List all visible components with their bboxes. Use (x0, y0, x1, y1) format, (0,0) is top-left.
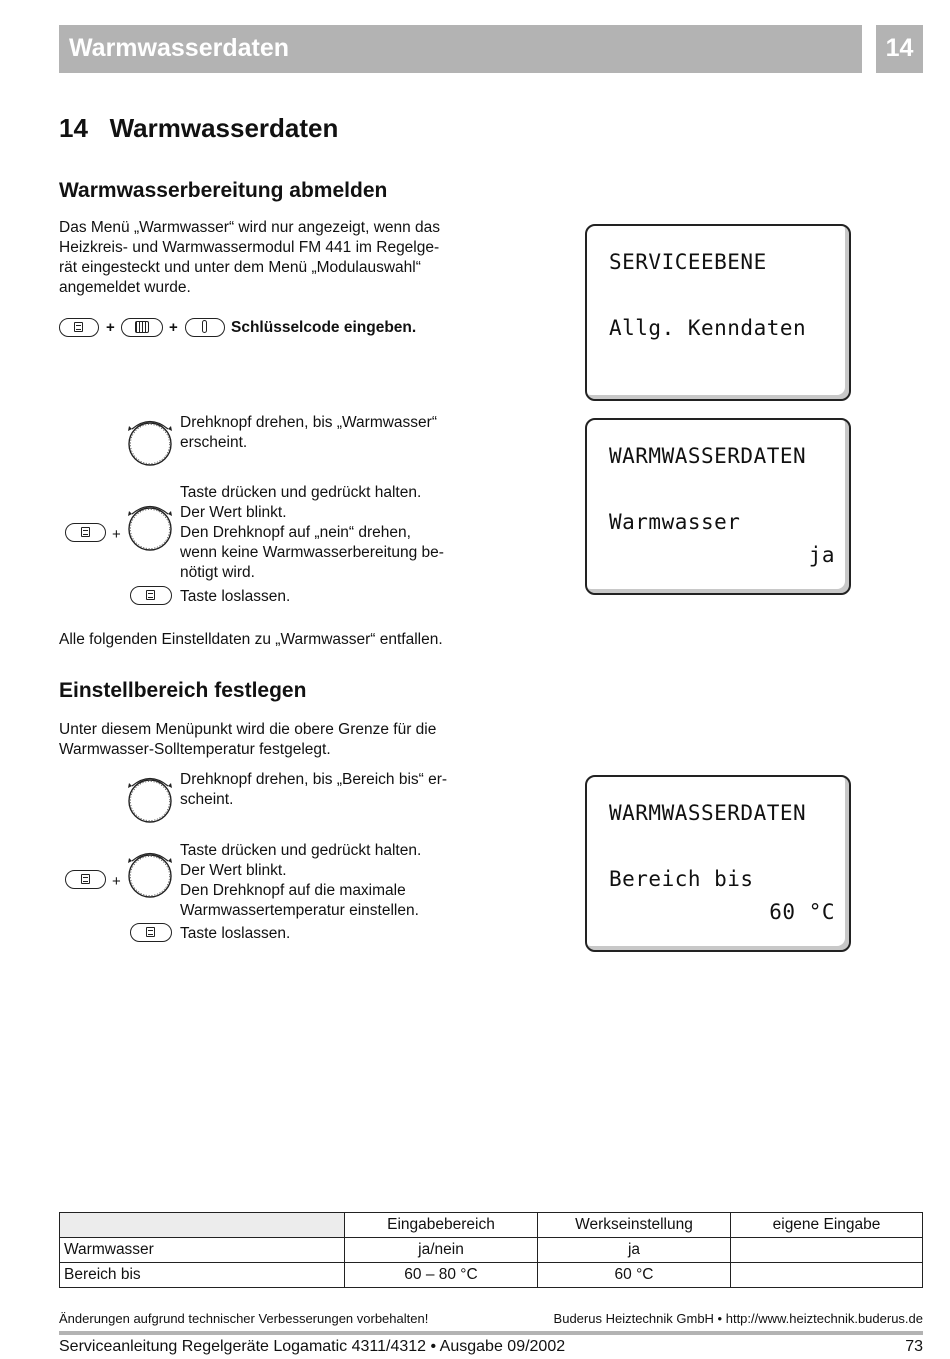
table-cell: ja/nein (345, 1238, 538, 1263)
intro-line: rät eingesteckt und unter dem Menü „Modulauswahl“ (59, 259, 421, 276)
step-text: Drehknopf drehen, bis „Warmwasser“ (180, 414, 437, 431)
intro-line: angemeldet wurde. (59, 279, 191, 296)
chapter-number: 14 (885, 34, 914, 62)
menu-key-icon (130, 586, 172, 605)
rotary-knob-icon (124, 848, 176, 900)
lcd-line-2: Warmwasser (609, 510, 741, 534)
section-heading-einstellbereich: Einstellbereich festlegen (59, 679, 307, 702)
table-header-blank (60, 1213, 345, 1238)
footer-company: Buderus Heiztechnik GmbH • http://www.heiztechnik.buderus.de (553, 1311, 923, 1326)
step-text: Warmwassertemperatur einstellen. (180, 902, 419, 919)
header-title: Warmwasserdaten (69, 34, 289, 62)
menu-key-icon (130, 923, 172, 942)
table-cell: ja (538, 1238, 731, 1263)
section1-step2 (180, 483, 444, 583)
table-header: eigene Eingabe (731, 1213, 923, 1238)
intro-line: Das Menü „Warmwasser“ wird nur angezeigt, wenn das (59, 219, 441, 236)
lcd-line-2: Allg. Kenndaten (609, 316, 807, 340)
table-cell: Warmwasser (60, 1238, 345, 1263)
section2-intro (59, 720, 436, 760)
menu-key-icon (65, 870, 106, 889)
intro-line: Warmwasser-Solltemperatur festgelegt. (59, 741, 331, 758)
lcd-line-2: Bereich bis (609, 867, 754, 891)
menu-key-icon (65, 523, 106, 542)
step-text: Der Wert blinkt. (180, 504, 287, 521)
lcd-line-1: SERVICEEBENE (609, 250, 767, 274)
menu-key-icon (59, 318, 99, 337)
section1-note: Alle folgenden Einstelldaten zu „Warmwasser“ entfallen. (59, 631, 443, 648)
section1-intro (59, 218, 440, 298)
section2-step1 (180, 770, 447, 810)
step-text: Taste drücken und gedrückt halten. (180, 484, 422, 501)
lcd-line-3: ja (808, 543, 835, 567)
step-text: scheint. (180, 791, 234, 808)
table-cell: 60 °C (538, 1263, 731, 1288)
step-text: Drehknopf drehen, bis „Bereich bis“ er- (180, 771, 448, 788)
table-cell-input (731, 1263, 923, 1288)
rotary-knob-icon (124, 773, 176, 825)
lcd-display-warmwasser (585, 418, 851, 595)
table-header-row (60, 1213, 923, 1238)
intro-line: Heizkreis- und Warmwassermodul FM 441 im Regelge- (59, 239, 440, 256)
plus-sign: + (112, 526, 121, 543)
section1-step3: Taste loslassen. (180, 588, 291, 605)
plus-sign: + (106, 319, 115, 336)
step-text: wenn keine Warmwasserbereitung be- (180, 544, 444, 561)
lcd-line-1: WARMWASSERDATEN (609, 444, 807, 468)
step-text: Der Wert blinkt. (180, 862, 287, 879)
step-text: erscheint. (180, 434, 248, 451)
rotary-knob-icon (124, 501, 176, 553)
lcd-display-serviceebene (585, 224, 851, 401)
section2-step2 (180, 841, 421, 921)
step-text: Taste drücken und gedrückt halten. (180, 842, 422, 859)
table-cell: 60 – 80 °C (345, 1263, 538, 1288)
rotary-knob-icon (124, 416, 176, 468)
section-heading-abmelden: Warmwasserbereitung abmelden (59, 179, 388, 202)
table-cell: Bereich bis (60, 1263, 345, 1288)
page-number: 73 (905, 1338, 923, 1355)
table-header: Eingabebereich (345, 1213, 538, 1238)
key-combo-label: Schlüsselcode eingeben. (231, 319, 417, 336)
step-text: Den Drehknopf auf „nein“ drehen, (180, 524, 411, 541)
lcd-line-3: 60 °C (769, 900, 835, 924)
plus-sign: + (112, 873, 121, 890)
display-key-icon (121, 318, 163, 337)
footer-rule (59, 1331, 923, 1335)
table-row (60, 1238, 923, 1263)
table-row (60, 1263, 923, 1288)
table-header: Werkseinstellung (538, 1213, 731, 1238)
step-text: Den Drehknopf auf die maximale (180, 882, 406, 899)
thermometer-key-icon (185, 318, 225, 337)
section2-step3: Taste loslassen. (180, 925, 291, 942)
lcd-display-bereich (585, 775, 851, 952)
section1-step1 (180, 413, 437, 453)
footer-disclaimer: Änderungen aufgrund technischer Verbesserungen vorbehalten! (59, 1311, 429, 1326)
table-cell-input (731, 1238, 923, 1263)
step-text: nötigt wird. (180, 564, 255, 581)
plus-sign: + (169, 319, 178, 336)
lcd-line-1: WARMWASSERDATEN (609, 801, 807, 825)
footer-document: Serviceanleitung Regelgeräte Logamatic 4311/4312 • Ausgabe 09/2002 (59, 1338, 566, 1355)
chapter-heading: 14 Warmwasserdaten (59, 113, 339, 143)
intro-line: Unter diesem Menüpunkt wird die obere Grenze für die (59, 721, 437, 738)
settings-table (59, 1212, 923, 1288)
